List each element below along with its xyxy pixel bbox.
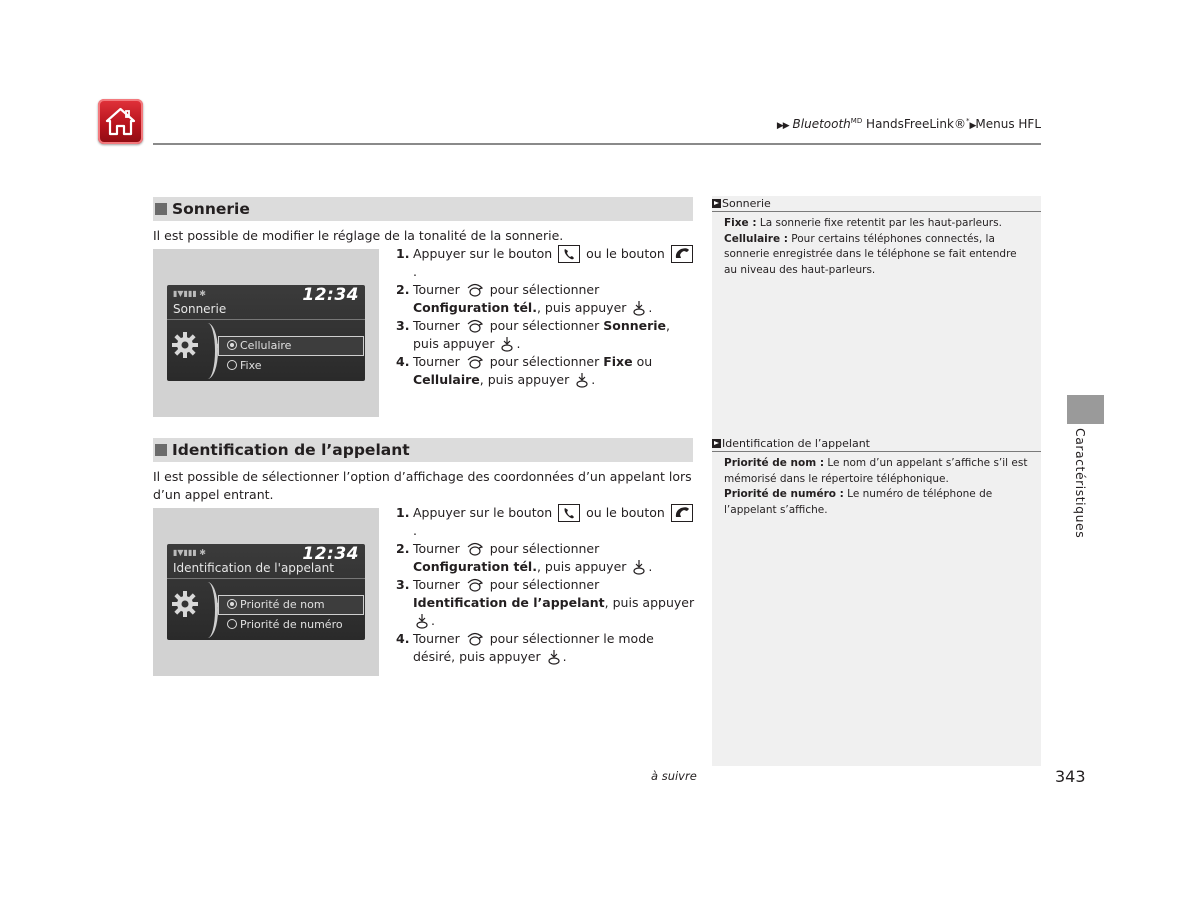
step-text: Tourner xyxy=(413,631,464,646)
option-label: Priorité de numéro xyxy=(240,618,343,631)
step-text: . xyxy=(648,559,653,574)
breadcrumb-asterisk: * xyxy=(965,117,970,125)
step-1 xyxy=(396,504,696,540)
step-text: , puis appuyer xyxy=(413,318,671,351)
step-text: . xyxy=(591,372,596,387)
step-text: . xyxy=(431,613,435,628)
step-menu-item: Cellulaire xyxy=(413,372,480,387)
step-number: 3. xyxy=(396,577,410,592)
step-text: pour sélectionner xyxy=(485,318,604,333)
note-text: Le nom d’un appelant s’affiche s’il est mémorisé dans le répertoire téléphonique. xyxy=(724,457,1028,485)
radio-icon xyxy=(227,619,237,629)
step-number: 2. xyxy=(396,282,410,297)
step-4 xyxy=(396,353,696,389)
step-text: pour sélectionner xyxy=(485,577,600,592)
note-term: Cellulaire : xyxy=(724,232,788,245)
chapter-tab[interactable] xyxy=(1067,395,1104,424)
step-number: 3. xyxy=(396,318,410,333)
step-text: pour sélectionner xyxy=(485,354,604,369)
interface-dial-rotate-icon xyxy=(466,354,484,370)
option-priorite-nom[interactable] xyxy=(219,596,363,614)
reference-icon xyxy=(712,199,721,208)
step-text: Tourner xyxy=(413,541,464,556)
step-text: . xyxy=(413,523,417,538)
step-text: Tourner xyxy=(413,577,464,592)
interface-dial-press-icon xyxy=(632,559,646,575)
gear-icon xyxy=(171,590,199,618)
note-line xyxy=(724,216,1030,232)
interface-dial-press-icon xyxy=(415,613,429,629)
pick-up-button-icon xyxy=(671,504,693,522)
interface-dial-rotate-icon xyxy=(466,631,484,647)
note-text: Le numéro de téléphone de l’appelant s’affiche. xyxy=(724,488,993,516)
home-icon xyxy=(104,105,137,138)
interface-dial-rotate-icon xyxy=(466,577,484,593)
note-body-identification xyxy=(724,456,1030,518)
breadcrumb-arrow-icon: ▶▶ xyxy=(776,121,789,131)
breadcrumb-arrow-icon: ▶ xyxy=(969,121,976,131)
breadcrumb-hfl[interactable]: HandsFreeLink® xyxy=(862,117,966,131)
audio-display xyxy=(167,544,365,640)
step-2 xyxy=(396,281,696,317)
step-text: , puis appuyer xyxy=(536,300,631,315)
section-heading-sonnerie xyxy=(153,197,693,221)
step-text: , puis appuyer xyxy=(536,559,631,574)
step-text: Tourner xyxy=(413,354,464,369)
display-title: Identification de l'appelant xyxy=(173,561,334,575)
step-menu-item: Fixe xyxy=(603,354,633,369)
note-heading-sonnerie xyxy=(712,196,1041,212)
step-2 xyxy=(396,540,696,576)
breadcrumb-current[interactable]: Menus HFL xyxy=(975,117,1041,131)
radio-icon xyxy=(227,360,237,370)
step-menu-item: Identification de l’appelant xyxy=(413,595,605,610)
step-text: ou le bouton xyxy=(582,505,669,520)
note-term: Priorité de numéro : xyxy=(724,488,844,500)
step-number: 4. xyxy=(396,354,410,369)
continued-note: à suivre xyxy=(651,769,697,783)
interface-dial-rotate-icon xyxy=(466,318,484,334)
reference-icon xyxy=(712,439,721,448)
home-button[interactable] xyxy=(98,99,143,144)
step-text: Appuyer sur le bouton xyxy=(413,246,557,261)
steps-sonnerie xyxy=(396,245,696,389)
note-heading-identification xyxy=(712,436,1041,452)
step-menu-item: Sonnerie xyxy=(603,318,667,333)
page-number: 343 xyxy=(1055,767,1086,786)
interface-dial-press-icon xyxy=(575,372,589,388)
step-text: . xyxy=(648,300,653,315)
audio-display xyxy=(167,285,365,381)
display-clock: 12:34 xyxy=(302,544,359,564)
step-number: 4. xyxy=(396,631,410,646)
note-line xyxy=(724,487,1030,518)
option-label: Priorité de nom xyxy=(240,598,325,611)
selector-arc xyxy=(197,323,218,379)
step-number: 1. xyxy=(396,505,410,520)
selector-arc xyxy=(197,582,218,638)
step-text: pour sélectionner le mode désiré, puis appuyer xyxy=(413,631,654,664)
note-line xyxy=(724,232,1030,279)
step-text: . xyxy=(516,336,521,351)
step-text: pour sélectionner xyxy=(485,282,600,297)
step-text: Appuyer sur le bouton xyxy=(413,505,557,520)
note-title[interactable]: Identification de l’appelant xyxy=(722,437,870,450)
step-text: , puis appuyer xyxy=(604,595,695,610)
steps-identification xyxy=(396,504,696,666)
screen-image-identification xyxy=(153,508,379,676)
heading-square-icon xyxy=(155,444,167,456)
note-term: Priorité de nom : xyxy=(724,457,825,469)
step-text: . xyxy=(562,649,567,664)
interface-dial-press-icon xyxy=(632,300,646,316)
section-heading-identification xyxy=(153,438,693,462)
section-title: Sonnerie xyxy=(172,200,250,218)
section-title: Identification de l’appelant xyxy=(172,441,410,459)
display-clock: 12:34 xyxy=(302,285,359,305)
gear-icon xyxy=(171,331,199,359)
step-3 xyxy=(396,576,696,630)
note-body-sonnerie xyxy=(724,216,1030,278)
signal-icon: ▮▼▮▮▮ ✱ xyxy=(173,289,207,298)
display-divider xyxy=(167,319,365,320)
step-4 xyxy=(396,630,696,666)
note-line xyxy=(724,456,1030,487)
phone-button-icon xyxy=(558,245,580,263)
step-text: Tourner xyxy=(413,282,464,297)
step-1 xyxy=(396,245,696,281)
heading-square-icon xyxy=(155,203,167,215)
step-text: . xyxy=(413,264,417,279)
option-cellulaire[interactable] xyxy=(219,337,363,355)
option-label: Cellulaire xyxy=(240,339,292,352)
breadcrumb-sup: MD xyxy=(850,117,863,125)
step-number: 2. xyxy=(396,541,410,556)
step-text: , puis appuyer xyxy=(479,372,574,387)
radio-selected-icon xyxy=(227,340,237,350)
option-fixe[interactable] xyxy=(219,357,363,375)
screen-image-sonnerie xyxy=(153,249,379,417)
breadcrumb-bluetooth[interactable]: Bluetooth xyxy=(792,117,851,131)
step-text: pour sélectionner xyxy=(485,541,600,556)
section-intro: Il est possible de sélectionner l’option d’affichage des coordonnées d’un appelant lors d’un appel entrant. xyxy=(153,469,692,502)
note-term: Fixe : xyxy=(724,217,757,229)
step-menu-item: Configuration tél. xyxy=(413,300,537,315)
step-number: 1. xyxy=(396,246,410,261)
chapter-tab-label[interactable]: Caractéristiques xyxy=(1073,428,1088,539)
breadcrumb xyxy=(777,117,1041,131)
step-text: ou le bouton xyxy=(582,246,669,261)
step-text: Tourner xyxy=(413,318,464,333)
interface-dial-rotate-icon xyxy=(466,541,484,557)
note-title[interactable]: Sonnerie xyxy=(722,197,771,210)
note-text: Pour certains téléphones connectés, la sonnerie enregistrée dans le téléphone se fait entendre au niveau des haut-parleurs. xyxy=(724,232,1017,276)
step-text: ou xyxy=(632,354,653,369)
interface-dial-press-icon xyxy=(547,649,561,665)
step-3 xyxy=(396,317,696,353)
step-menu-item: Configuration tél. xyxy=(413,559,537,574)
signal-icon: ▮▼▮▮▮ ✱ xyxy=(173,548,207,557)
display-title: Sonnerie xyxy=(173,302,227,316)
display-divider xyxy=(167,578,365,579)
option-label: Fixe xyxy=(240,359,262,372)
phone-button-icon xyxy=(558,504,580,522)
radio-selected-icon xyxy=(227,599,237,609)
section-intro: Il est possible de modifier le réglage de la tonalité de la sonnerie. xyxy=(153,228,564,243)
interface-dial-rotate-icon xyxy=(466,282,484,298)
note-text: La sonnerie fixe retentit par les haut-parleurs. xyxy=(756,217,1002,229)
header-divider xyxy=(153,143,1041,145)
pick-up-button-icon xyxy=(671,245,693,263)
option-priorite-numero[interactable] xyxy=(219,616,363,634)
interface-dial-press-icon xyxy=(500,336,514,352)
